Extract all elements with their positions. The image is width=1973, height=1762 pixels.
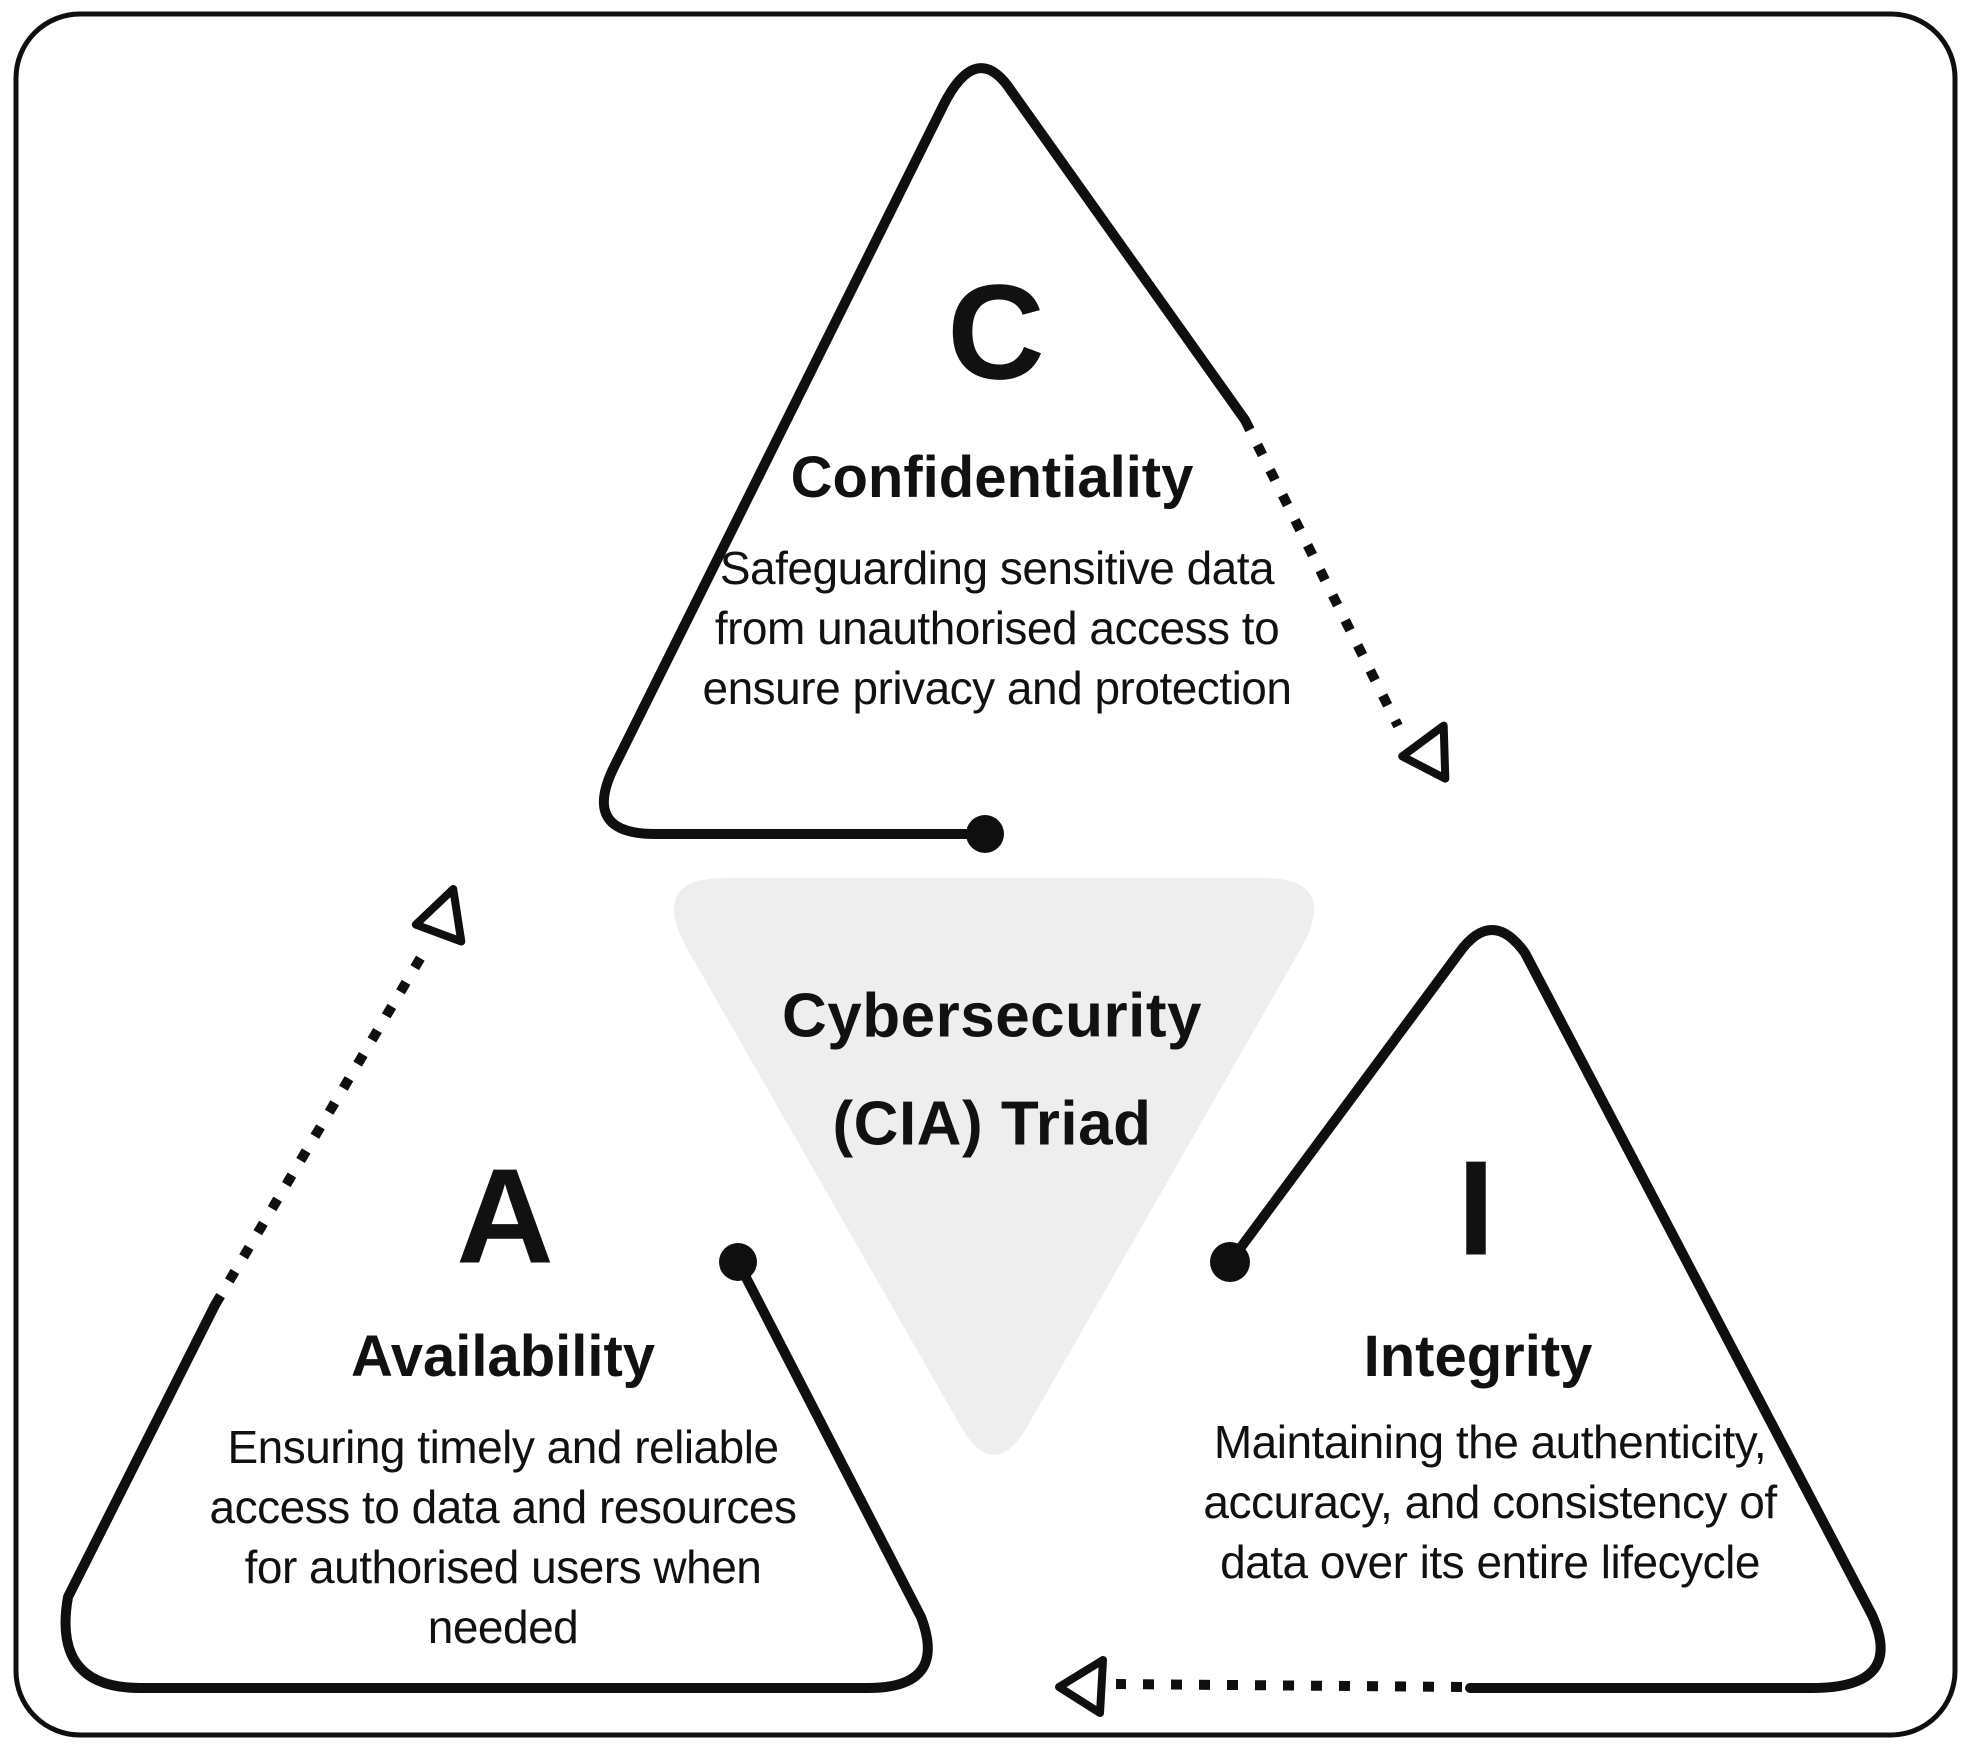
- confidentiality-letter: C: [947, 256, 1045, 408]
- availability-letter: A: [456, 1140, 554, 1292]
- integrity-letter: I: [1457, 1132, 1495, 1284]
- availability-desc-line: needed: [427, 1601, 579, 1653]
- integrity-start-dot: [1210, 1242, 1250, 1282]
- integrity-description: [1203, 1412, 1776, 1592]
- confidentiality-desc-line: Safeguarding sensitive data: [719, 542, 1275, 594]
- center-label-line1: Cybersecurity: [781, 981, 1203, 1051]
- confidentiality-description: [703, 538, 1292, 718]
- confidentiality-desc-line: ensure privacy and protection: [702, 662, 1292, 714]
- availability-description: [210, 1417, 797, 1657]
- confidentiality-desc-line: from unauthorised access to: [714, 602, 1280, 654]
- center-label-line2: (CIA) Triad: [832, 1089, 1152, 1159]
- confidentiality-title: Confidentiality: [790, 445, 1194, 510]
- integrity-desc-line: Maintaining the authenticity,: [1213, 1416, 1767, 1468]
- integrity-desc-line: data over its entire lifecycle: [1220, 1536, 1760, 1588]
- integrity-title: Integrity: [1363, 1324, 1593, 1389]
- confidentiality-start-dot: [966, 815, 1004, 853]
- integrity-desc-line: accuracy, and consistency of: [1203, 1476, 1777, 1528]
- availability-start-dot: [719, 1243, 757, 1281]
- availability-desc-line: Ensuring timely and reliable: [227, 1421, 779, 1473]
- availability-desc-line: access to data and resources: [209, 1481, 797, 1533]
- availability-desc-line: for authorised users when: [244, 1541, 762, 1593]
- availability-title: Availability: [350, 1324, 656, 1389]
